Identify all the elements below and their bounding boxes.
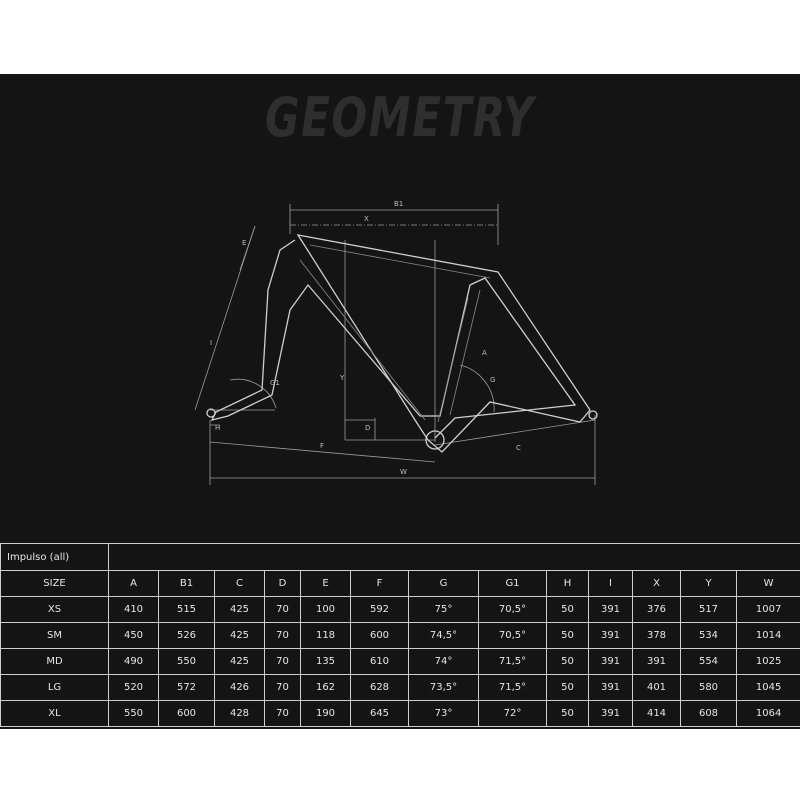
table-cell: 391 [633, 649, 681, 675]
table-cell: 517 [681, 597, 737, 623]
table-cell: 414 [633, 701, 681, 727]
table-cell: 70 [265, 675, 301, 701]
table-cell: 534 [681, 623, 737, 649]
table-cell: 592 [351, 597, 409, 623]
table-cell: 391 [589, 597, 633, 623]
table-cell: 162 [301, 675, 351, 701]
table-cell: 391 [589, 675, 633, 701]
column-header-h: H [547, 571, 589, 597]
label-y: Y [340, 374, 345, 382]
model-row-filler [109, 544, 800, 571]
label-b1: B1 [394, 200, 404, 208]
table-cell: 391 [589, 623, 633, 649]
table-cell: 378 [633, 623, 681, 649]
table-cell: 50 [547, 675, 589, 701]
table-cell: MD [1, 649, 109, 675]
label-i: I [210, 339, 213, 347]
bike-frame [207, 235, 597, 452]
table-cell: 410 [109, 597, 159, 623]
table-cell: 580 [681, 675, 737, 701]
table-cell: XL [1, 701, 109, 727]
dimension-lines [195, 204, 595, 485]
label-e: E [242, 239, 247, 247]
table-cell: 75° [409, 597, 479, 623]
table-cell: 70,5° [479, 623, 547, 649]
column-header-x: X [633, 571, 681, 597]
table-cell: 425 [215, 649, 265, 675]
table-cell: XS [1, 597, 109, 623]
column-header-a: A [109, 571, 159, 597]
table-row [1, 649, 800, 675]
label-d: D [365, 424, 371, 432]
table-cell: 72° [479, 701, 547, 727]
table-cell: 550 [159, 649, 215, 675]
table-cell: 50 [547, 597, 589, 623]
table-cell: 376 [633, 597, 681, 623]
column-header-w: W [737, 571, 800, 597]
table-cell: 600 [351, 623, 409, 649]
label-h: H [215, 424, 221, 432]
table-cell: 1064 [737, 701, 800, 727]
column-header-b1: B1 [159, 571, 215, 597]
model-row [1, 544, 800, 571]
table-cell: 50 [547, 701, 589, 727]
table-cell: 425 [215, 623, 265, 649]
table-row [1, 623, 800, 649]
label-w: W [400, 468, 407, 476]
column-header-i: I [589, 571, 633, 597]
table-cell: 70,5° [479, 597, 547, 623]
table-cell: 70 [265, 623, 301, 649]
table-cell: 490 [109, 649, 159, 675]
table-cell: 572 [159, 675, 215, 701]
table-cell: 645 [351, 701, 409, 727]
table-cell: 515 [159, 597, 215, 623]
table-cell: SM [1, 623, 109, 649]
table-cell: 74,5° [409, 623, 479, 649]
table-cell: 526 [159, 623, 215, 649]
column-header-y: Y [681, 571, 737, 597]
table-row [1, 597, 800, 623]
column-header-g: G [409, 571, 479, 597]
table-cell: 70 [265, 649, 301, 675]
label-f: F [320, 442, 325, 450]
table-row [1, 701, 800, 727]
column-header-g1: G1 [479, 571, 547, 597]
table-cell: 190 [301, 701, 351, 727]
label-a: A [482, 349, 487, 357]
table-cell: 100 [301, 597, 351, 623]
column-header-c: C [215, 571, 265, 597]
table-cell: 71,5° [479, 675, 547, 701]
table-cell: 391 [589, 701, 633, 727]
table-cell: 50 [547, 649, 589, 675]
table-cell: 554 [681, 649, 737, 675]
table-cell: 70 [265, 597, 301, 623]
model-name: Impulso (all) [1, 544, 109, 571]
geometry-table [0, 543, 800, 727]
table-cell: 401 [633, 675, 681, 701]
table-cell: 600 [159, 701, 215, 727]
table-cell: 73° [409, 701, 479, 727]
table-cell: 550 [109, 701, 159, 727]
label-g: G [490, 376, 496, 384]
table-cell: 1014 [737, 623, 800, 649]
table-cell: 73,5° [409, 675, 479, 701]
table-cell: 71,5° [479, 649, 547, 675]
table-cell: 1045 [737, 675, 800, 701]
table-cell: 74° [409, 649, 479, 675]
table-cell: 450 [109, 623, 159, 649]
table-cell: 135 [301, 649, 351, 675]
table-row [1, 675, 800, 701]
table-cell: 426 [215, 675, 265, 701]
column-header-e: E [301, 571, 351, 597]
table-cell: 428 [215, 701, 265, 727]
table-cell: 50 [547, 623, 589, 649]
table-cell: LG [1, 675, 109, 701]
label-x: X [364, 215, 369, 223]
table-header-row [1, 571, 800, 597]
table-cell: 425 [215, 597, 265, 623]
column-header-d: D [265, 571, 301, 597]
table-cell: 118 [301, 623, 351, 649]
label-g1: G1 [270, 379, 280, 387]
page-title: GEOMETRY [264, 86, 536, 149]
table-cell: 391 [589, 649, 633, 675]
column-header-size: SIZE [1, 571, 109, 597]
table-cell: 628 [351, 675, 409, 701]
label-c: C [516, 444, 521, 452]
column-header-f: F [351, 571, 409, 597]
table-cell: 610 [351, 649, 409, 675]
table-cell: 520 [109, 675, 159, 701]
table-cell: 1025 [737, 649, 800, 675]
table-cell: 1007 [737, 597, 800, 623]
table-cell: 70 [265, 701, 301, 727]
table-cell: 608 [681, 701, 737, 727]
frame-geometry-diagram [180, 190, 620, 500]
